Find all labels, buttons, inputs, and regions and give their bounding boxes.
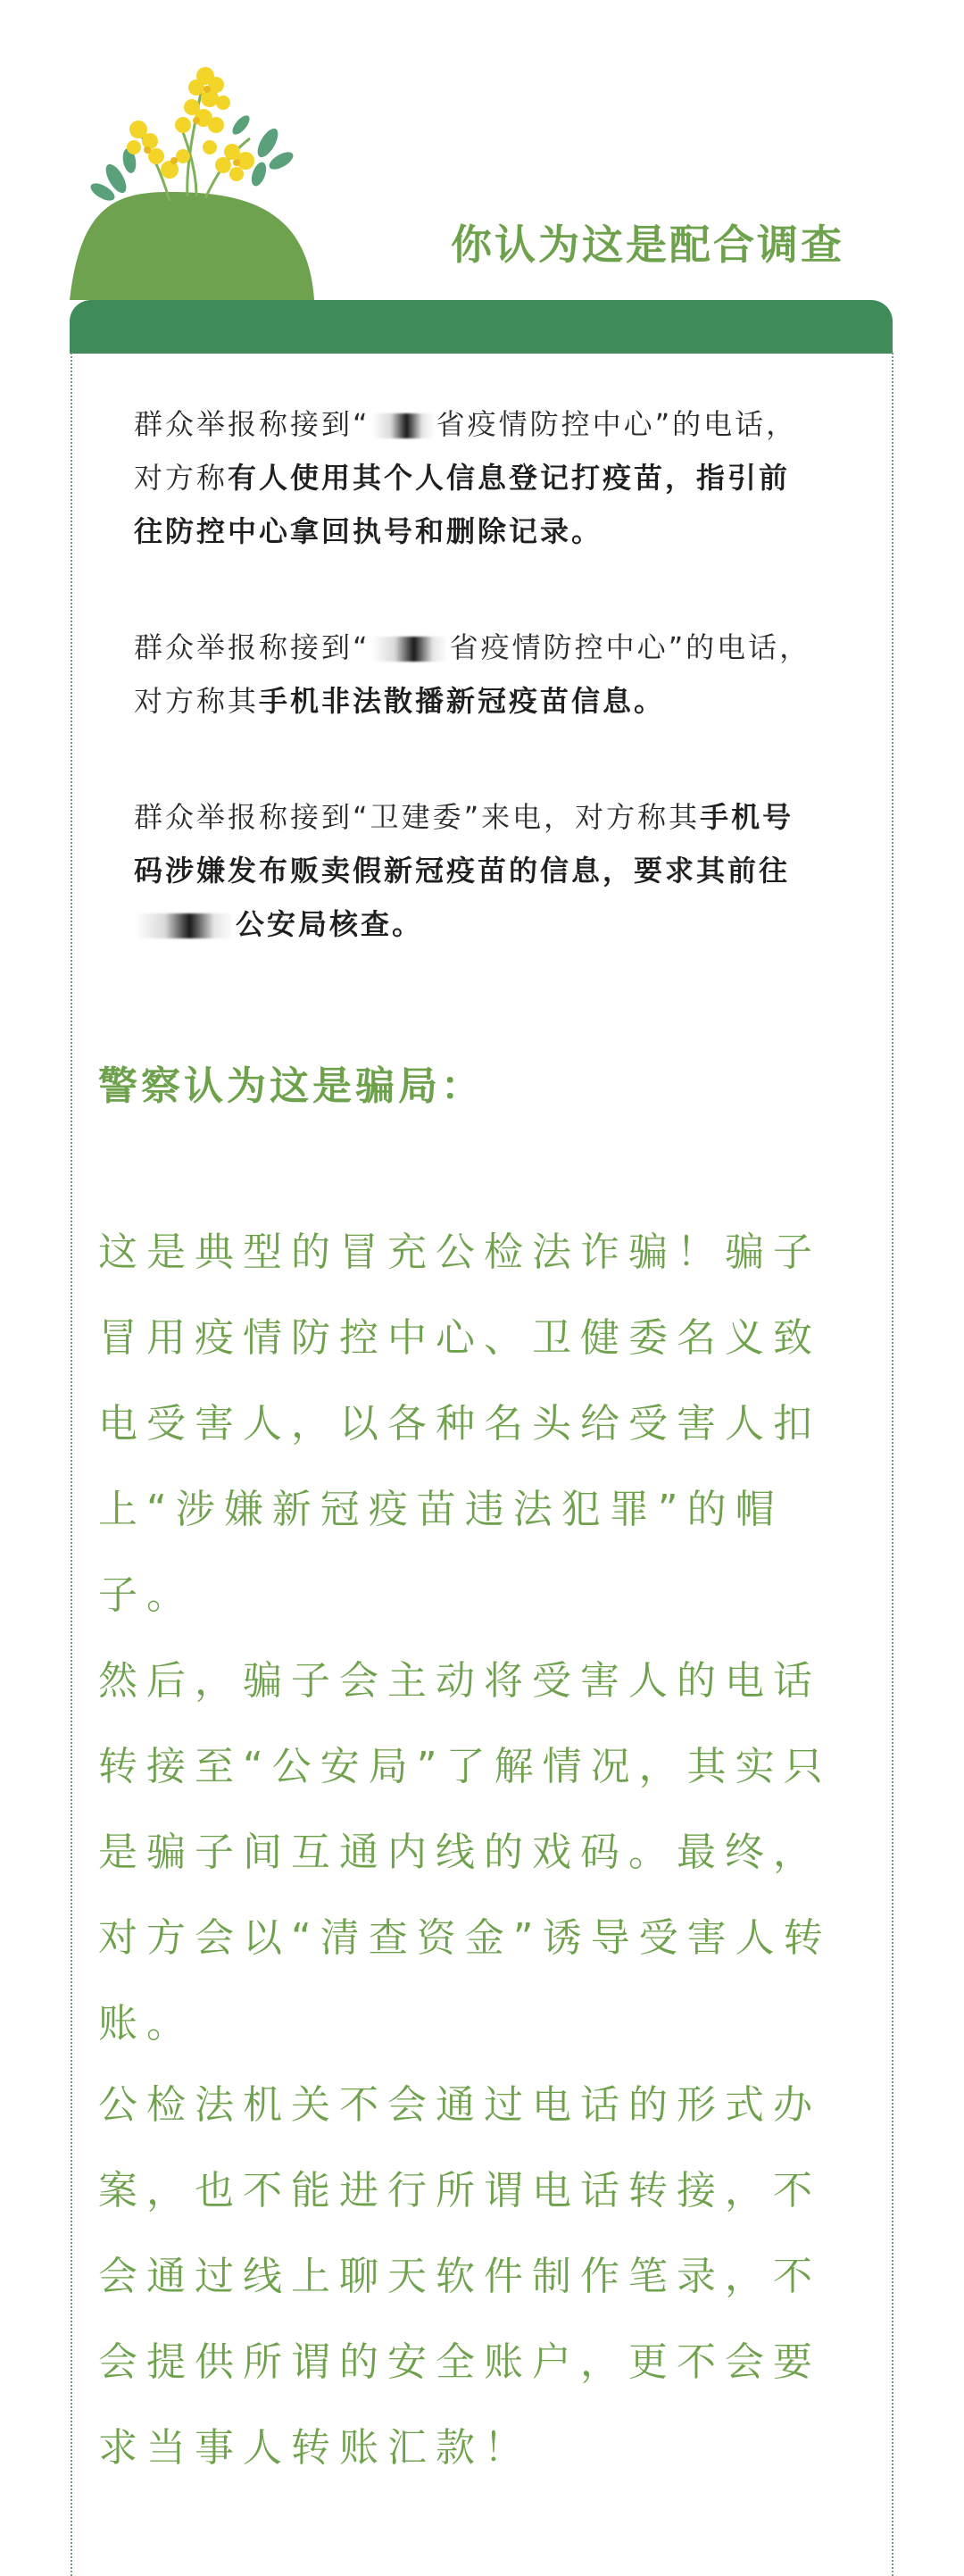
explanation-paragraph-1: 这是典型的冒充公检法诈骗！骗子冒用疫情防控中心、卫健委名义致电受害人，以各种名头给受害人扣上“涉嫌新冠疫苗违法犯罪”的帽子。 (98, 1230, 821, 1618)
explanation-paragraph-2: 然后，骗子会主动将受害人的电话转接至“公安局”了解情况，其实只是骗子间互通内线的戏码。最终，对方会以“清查资金”诱导受害人转账。 (98, 1658, 832, 2047)
flower-hill-illustration-icon (62, 36, 330, 304)
report-item-1: 群众举报称接到“ 省疫情防控中心”的电话，对方称有人使用其个人信息登记打疫苗，指引前往防控中心拿回执号和删除记录。 (134, 407, 798, 548)
header-band (70, 300, 893, 354)
section-heading: 你认为这是配合调查 (451, 221, 844, 269)
report-item-2: 群众举报称接到“ 省疫情防控中心”的电话，对方称其手机非法散播新冠疫苗信息。 (134, 630, 811, 718)
police-heading: 警察认为这是骗局： (98, 1063, 484, 1109)
redacted-city (136, 913, 234, 938)
report-item-3: 群众举报称接到“卫建委”来电，对方称其手机号码涉嫌发布贩卖假新冠疫苗的信息，要求其前往公安局核查。 (134, 800, 794, 941)
redacted-province (372, 637, 448, 662)
redacted-province (372, 413, 435, 438)
explanation-paragraph-3: 公检法机关不会通过电话的形式办案，也不能进行所谓电话转接，不会通过线上聊天软件制作笔录，不会提供所谓的安全账户，更不会要求当事人转账汇款！ (98, 2082, 821, 2471)
